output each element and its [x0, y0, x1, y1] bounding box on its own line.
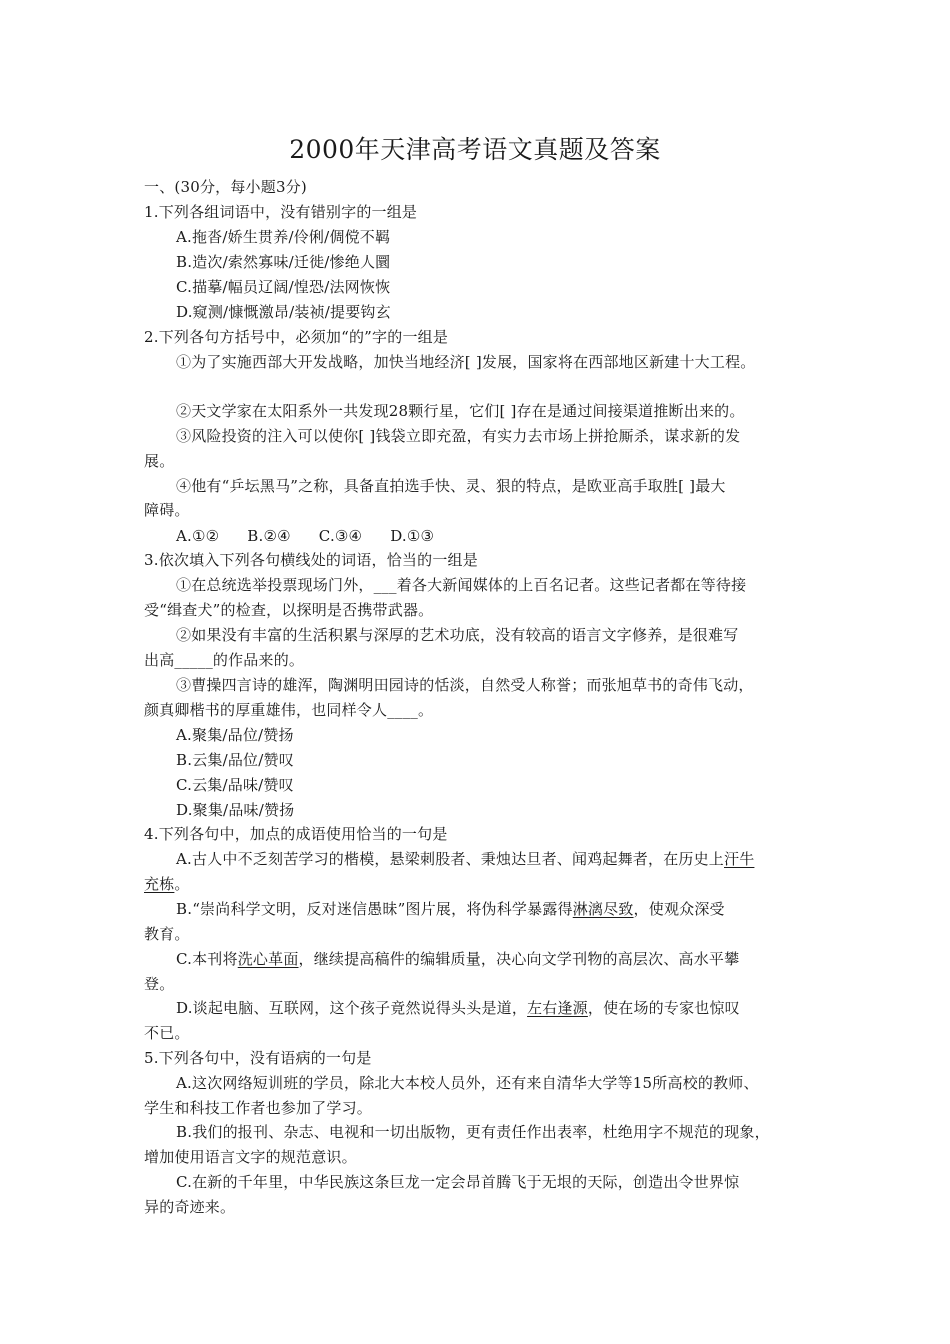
q4-d-rest: ，使在场的专家也惊叹 — [587, 999, 740, 1017]
q4-d-text: D.谈起电脑、互联网，这个孩子竟然说得头头是道， — [176, 999, 528, 1017]
q3-option-d: D.聚集/品味/赞扬 — [176, 801, 295, 819]
q5-option-a: A.这次网络短训班的学员，除北大本校人员外，还有来自清华大学等15所高校的教师、 — [176, 1074, 759, 1092]
q4-a-text: A.古人中不乏刻苦学习的楷模，悬梁刺股者、秉烛达旦者、闻鸡起舞者，在历史上 — [176, 850, 725, 868]
q1-option-c: C.描摹/幅员辽阔/惶恐/法网恢恢 — [176, 278, 391, 296]
q1-stem: 1.下列各组词语中，没有错别字的一组是 — [144, 203, 418, 221]
q4-option-b — [176, 899, 822, 919]
q4-b-text: B.“崇尚科学文明，反对迷信愚昧”图片展，将伪科学暴露得 — [176, 900, 573, 918]
q1-option-d: D.窥测/慷慨激昂/装祯/提要钩玄 — [176, 303, 391, 321]
q4-stem: 4.下列各句中，加点的成语使用恰当的一句是 — [144, 825, 448, 843]
q4-option-c — [176, 949, 822, 969]
q3-sentence-1: ①在总统选举投票现场门外，___着各大新闻媒体的上百名记者。这些记者都在等待接 — [176, 576, 747, 594]
q4-b-rest: ，使观众深受 — [633, 900, 725, 918]
q3-sentence-3: ③曹操四言诗的雄浑，陶渊明田园诗的恬淡，自然受人称誉；而张旭草书的奇伟飞动， — [176, 676, 754, 694]
q3-option-c: C.云集/品味/赞叹 — [176, 776, 294, 794]
q2-sentence-1: ①为了实施西部大开发战略，加快当地经济[ ]发展，国家将在西部地区新建十大工程。 — [176, 353, 756, 371]
q3-sentence-1-cont: 受“缉查犬”的检查，以探明是否携带武器。 — [144, 601, 434, 619]
q4-option-a-cont — [144, 874, 822, 894]
q4-option-d-cont: 不已。 — [144, 1024, 190, 1042]
q2-sentence-2: ②天文学家在太阳系外一共发现28颗行星，它们[ ]存在是通过间接渠道推断出来的。 — [176, 402, 745, 420]
q2-sentence-4: ④他有“乒坛黑马”之称，具备直拍选手快、灵、狠的特点，是欧亚高手取胜[ ]最大 — [176, 477, 726, 495]
q2-options — [176, 526, 822, 546]
q2-option-c: C.③④ — [318, 527, 363, 545]
q4-c-rest: ，继续提高稿件的编辑质量，决心向文学刊物的高层次、高水平攀 — [298, 950, 740, 968]
q5-option-c: C.在新的千年里，中华民族这条巨龙一定会昂首腾飞于无垠的天际，创造出令世界惊 — [176, 1173, 740, 1191]
q2-sentence-3-cont: 展。 — [144, 452, 175, 470]
q2-option-a: A.①② — [176, 527, 220, 545]
q5-option-b-cont: 增加使用语言文字的规范意识。 — [144, 1148, 357, 1166]
q2-sentence-4-cont: 障碍。 — [144, 501, 190, 519]
q4-b-idiom: 淋漓尽致 — [572, 900, 634, 918]
q3-sentence-2: ②如果没有丰富的生活积累与深厚的艺术功底，没有较高的语言文字修养，是很难写 — [176, 626, 739, 644]
q4-option-a — [176, 849, 822, 869]
q4-option-d — [176, 998, 822, 1018]
q5-stem: 5.下列各句中，没有语病的一句是 — [144, 1049, 372, 1067]
q2-sentence-3: ③风险投资的注入可以使你[ ]钱袋立即充盈，有实力去市场上拼抢厮杀，谋求新的发 — [176, 427, 741, 445]
q2-option-d: D.①③ — [390, 527, 435, 545]
q4-a-end: 。 — [174, 875, 190, 893]
q3-sentence-2-cont: 出高_____的作品来的。 — [144, 651, 305, 669]
q3-option-a: A.聚集/品位/赞扬 — [176, 726, 294, 744]
q2-stem: 2.下列各句方括号中，必须加“的”字的一组是 — [144, 328, 449, 346]
q3-stem: 3.依次填入下列各句横线处的词语，恰当的一组是 — [144, 551, 478, 569]
q5-option-b: B.我们的报刊、杂志、电视和一切出版物，更有责任作出表率，杜绝用字不规范的现象， — [176, 1123, 770, 1141]
q4-option-c-cont: 登。 — [144, 975, 175, 993]
q4-a-idiom-part1: 汗牛 — [724, 850, 755, 868]
q4-c-text: C.本刊将 — [176, 950, 238, 968]
q2-option-b: B.②④ — [247, 527, 291, 545]
q1-option-b: B.造次/索然寡味/迁徙/惨绝人圜 — [176, 253, 391, 271]
q3-option-b: B.云集/品位/赞叹 — [176, 751, 294, 769]
q4-d-idiom: 左右逢源 — [527, 999, 588, 1017]
q3-sentence-3-cont: 颜真卿楷书的厚重雄伟，也同样令人____。 — [144, 701, 434, 719]
q4-a-idiom-part2: 充栋 — [144, 875, 175, 893]
q5-option-a-cont: 学生和科技工作者也参加了学习。 — [144, 1099, 373, 1117]
q5-option-c-cont: 异的奇迹来。 — [144, 1198, 236, 1216]
section-heading: 一、(30分，每小题3分) — [144, 178, 307, 196]
q4-c-idiom: 洗心革面 — [237, 950, 299, 968]
q1-option-a: A.拖沓/娇生贯养/伶俐/倜傥不羁 — [176, 228, 391, 246]
q4-option-b-cont: 教育。 — [144, 925, 190, 943]
page-title: 2000年天津高考语文真题及答案 — [289, 135, 661, 164]
